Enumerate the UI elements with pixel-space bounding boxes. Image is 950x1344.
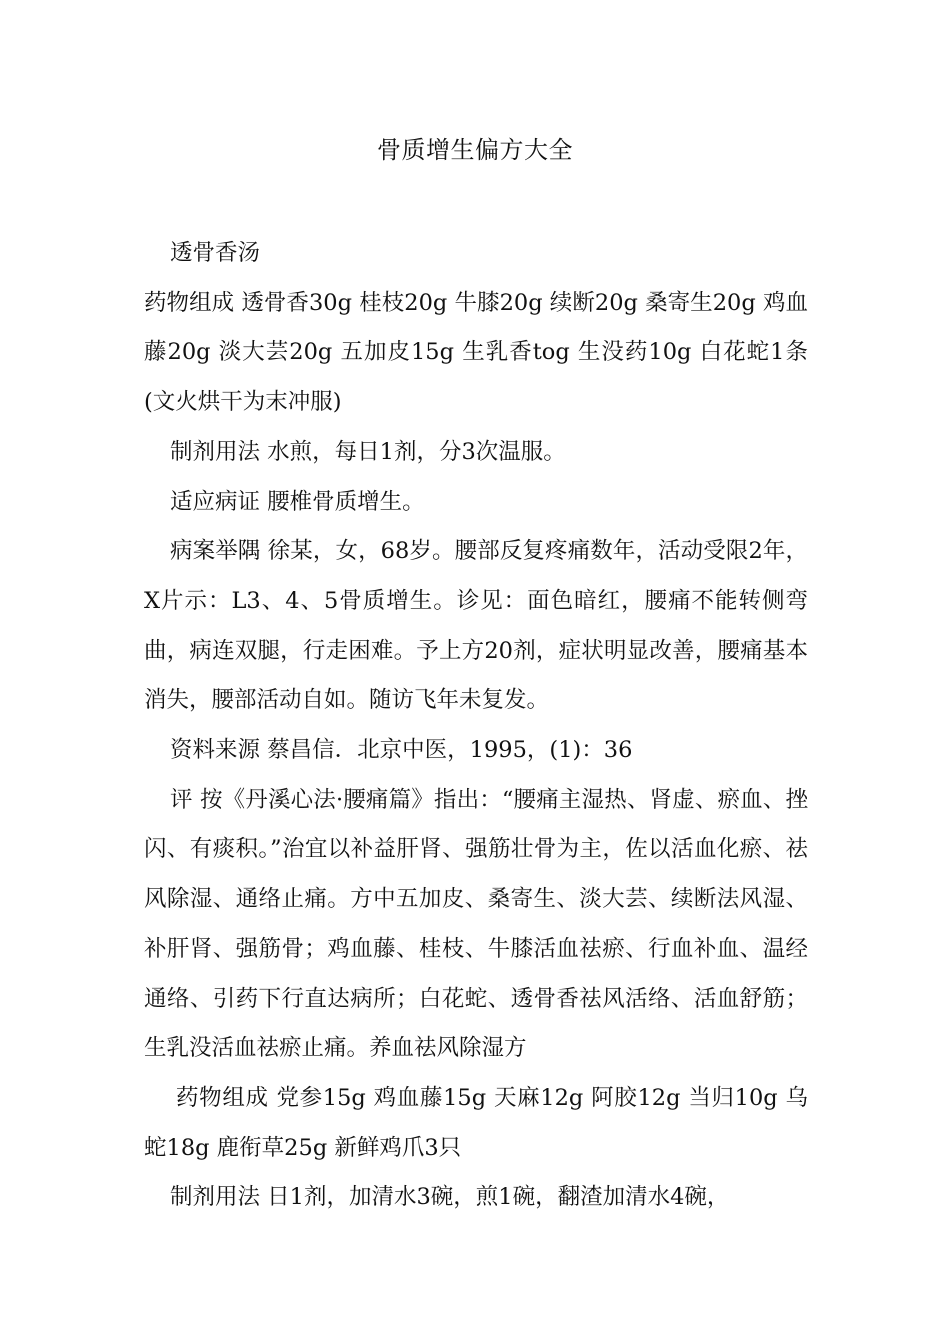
case-example-paragraph: 病案举隅 徐某，女，68岁。腰部反复疼痛数年，活动受限2年，X片示：L3、4、5骨质增生。诊见：面色暗红，腰痛不能转侧弯曲，病连双腿，行走困难。予上方20剂，症状明显改善，腰痛基本消失，腰部活动自如。随访飞年未复发。 bbox=[144, 538, 808, 714]
document-title: 骨质增生偏方大全 bbox=[377, 136, 573, 164]
ingredients-paragraph: 药物组成 透骨香30g 桂枝20g 牛膝20g 续断20g 桑寄生20g 鸡血藤20g 淡大芸20g 五加皮15g 生乳香tog 生没药10g 白花蛇1条(文火烘干为末冲服) bbox=[144, 289, 808, 416]
recipe-name: 透骨香汤 bbox=[170, 240, 261, 266]
document-body bbox=[144, 229, 808, 1223]
commentary-paragraph: 评 按《丹溪心法·腰痛篇》指出：“腰痛主湿热、肾虚、瘀血、挫闪、有痰积。”治宜以补益肝肾、强筋壮骨为主，佐以活血化瘀、祛风除湿、通络止痛。方中五加皮、桑寄生、淡大芸、续断法风湿、补肝肾、强筋骨；鸡血藤、桂枝、牛膝活血祛瘀、行血补血、温经通络、引药下行直达病所；白花蛇、透骨香祛风活络、活血舒筋；生乳没活血祛瘀止痛。养血祛风除湿方 bbox=[144, 786, 808, 1062]
preparation-paragraph: 制剂用法 水煎，每日1剂，分3次温服。 bbox=[170, 438, 566, 465]
indication-paragraph: 适应病证 腰椎骨质增生。 bbox=[170, 488, 425, 515]
second-preparation-paragraph: 制剂用法 日1剂，加清水3碗，煎1碗，翻渣加清水4碗， bbox=[170, 1184, 730, 1211]
source-paragraph: 资料来源 蔡昌信．北京中医，1995，(1)：36 bbox=[170, 737, 633, 764]
second-ingredients-paragraph: 药物组成 党参15g 鸡血藤15g 天麻12g 阿胶12g 当归10g 乌蛇18g 鹿衔草25g 新鲜鸡爪3只 bbox=[144, 1084, 808, 1161]
